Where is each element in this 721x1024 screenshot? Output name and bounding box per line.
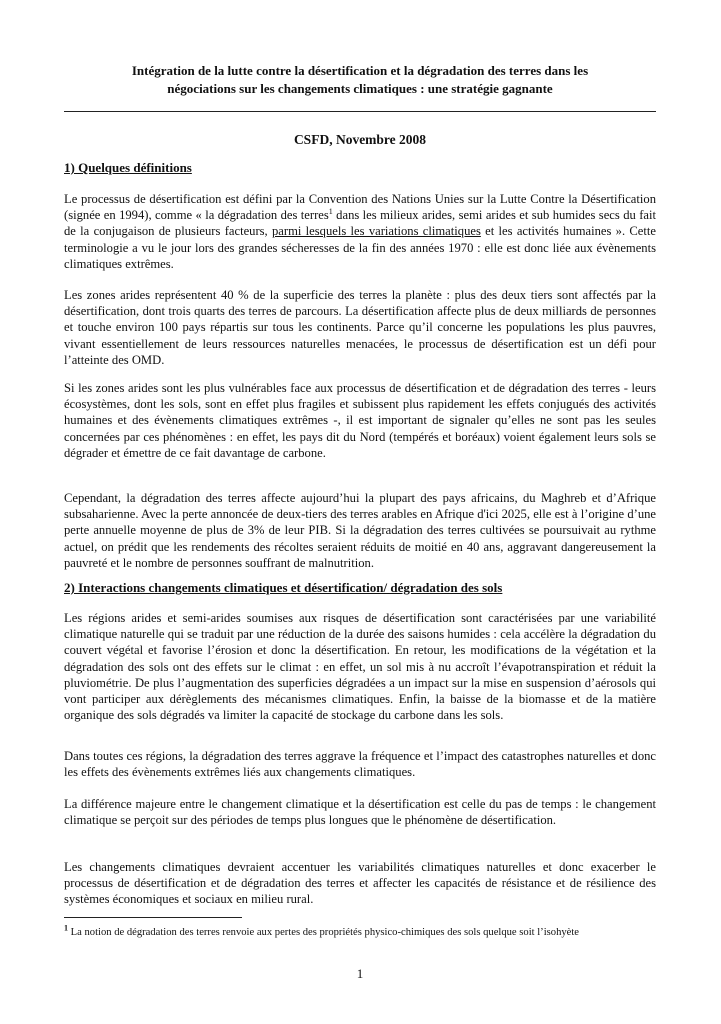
paragraph-text: dans les milieux arides, semi arides et sub humides secs du fait de la conjugaison de plusieurs facteurs, (64, 208, 656, 239)
section-2-paragraph-2: Dans toutes ces régions, la dégradation des terres aggrave la fréquence et l’impact des catastrophes naturelles et donc les effets des évènements extrêmes liés aux changements climatiques. (64, 749, 656, 780)
footnote-divider (64, 917, 242, 918)
title-line-1: Intégration de la lutte contre la désertification et la dégradation des terres dans les (131, 63, 589, 78)
section-1-paragraph-3: Si les zones arides sont les plus vulnérables face aux processus de désertification et de dégradation des terres - leurs écosystèmes, dont les sols, sont en effet plus fragiles et subissent plus rapidement les effets conjugués des activités humaines et des évènements climatiques extrêmes -, il est important de signaler qu’elles ne sont pas les seules concernées par ces phénomènes : en effet, les pays dit du Nord (tempérés et boréaux) voient également leurs sols se dégrader et émettre de ce fait davantage de carbone. (64, 381, 656, 460)
footnote-marker: 1 (64, 923, 68, 933)
title-line-2: négociations sur les changements climatiques : une stratégie gagnante (167, 81, 553, 96)
section-2-heading: 2) Interactions changements climatiques et désertification/ dégradation des sols (64, 580, 503, 595)
section-1-heading: 1) Quelques définitions (64, 160, 192, 175)
underlined-phrase: parmi lesquels les variations climatiques (272, 224, 481, 239)
section-2-paragraph-4: Les changements climatiques devraient accentuer les variabilités climatiques naturelles et donc exacerber le processus de désertification et de dégradation des terres et affecter les capacités de résistance et de résilience des systèmes économiques et sociaux en milieu rural. (64, 860, 656, 907)
section-1-paragraph-4: Cependant, la dégradation des terres affecte aujourd’hui la plupart des pays africains, du Maghreb et d’Afrique subsaharienne. Avec la perte annoncée de deux-tiers des terres arables en Afrique d'ici 2025, elle est à l’origine d’une perte annuelle moyenne de plus de 3% de leur PIB. Si la dégradation des terres cultivées se poursuivait au rythme actuel, on prédit que les rendements des récoltes seraient réduits de moitié en 40 ans, aggravant dangereusement la pauvreté et le nombre de personnes souffrant de malnutrition. (64, 491, 656, 570)
section-2-paragraph-1: Les régions arides et semi-arides soumises aux risques de désertification sont caractérisées par une variabilité climatique naturelle qui se traduit par une réduction de la durée des saisons humides : cela accélère la dégradation du couvert végétal et favorise l’érosion et donc la désertification. En retour, les modifications de la végétation et la dégradation des sols ont des effets sur le climat : en effet, un sol mis à nu accroît l’évapotranspiration et réduit la pluviométrie. De plus l’augmentation des superficies dégradées a un impact sur la mise en suspension d’aérosols qui vont participer aux dérèglements des mécanismes climatiques. Enfin, la baisse de la biomasse et de la matière organique des sols dégradés va limiter la capacité de stockage du carbone dans les sols. (64, 611, 656, 723)
title-divider (64, 111, 656, 112)
footnote (64, 923, 656, 940)
document-subtitle: CSFD, Novembre 2008 (293, 132, 427, 147)
section-1-paragraph-1 (64, 191, 656, 272)
footnote-reference: 1 (328, 207, 333, 217)
paragraph-text: et les activités humaines ». Cette terminologie a vu le jour lors des grandes sécheresses de la fin des années 1970 : elle est donc liée aux évènements climatiques extrêmes. (64, 224, 656, 271)
section-2-paragraph-3: La différence majeure entre le changement climatique et la désertification est celle du pas de temps : le changement climatique se perçoit sur des périodes de temps plus longues que le phénomène de désertification. (64, 797, 656, 828)
section-1-paragraph-2: Les zones arides représentent 40 % de la superficie des terres la planète : plus des deux tiers sont affectés par la désertification, dont trois quarts des terres de parcours. La désertification affecte plus de deux milliards de personnes et touche environ 100 pays répartis sur tous les continents. Parce qu’il concerne les populations les plus pauvres, vivant essentiellement de leurs ressources naturelles menacées, le processus de désertification est un défi pour l’atteinte des OMD. (64, 288, 656, 367)
page-number: 1 (356, 966, 364, 981)
document-title (60, 62, 660, 98)
footnote-text: La notion de dégradation des terres renvoie aux pertes des propriétés physico-chimiques des sols quelque soit l’isohyète (68, 927, 580, 938)
paragraph-text: Le processus de désertification est défini par la Convention des Nations Unies sur la Lutte Contre la Désertification (signée en 1994), comme « la dégradation des terres (64, 192, 656, 223)
